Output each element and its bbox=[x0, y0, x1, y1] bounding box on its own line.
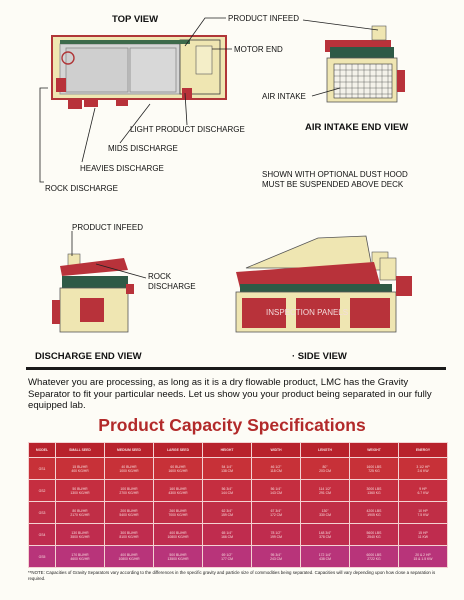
table-cell: 20 & 2 HP 15 & 1.5 KW bbox=[399, 546, 448, 568]
table-cell: 56 3/4" 144 CM bbox=[203, 480, 252, 502]
light-product-discharge-label: LIGHT PRODUCT DISCHARGE bbox=[130, 125, 245, 134]
table-cell: 5600 LBS 2540 KG bbox=[350, 524, 399, 546]
table-cell: GS3 bbox=[29, 502, 56, 524]
air-intake-end-view-title: AIR INTAKE END VIEW bbox=[305, 122, 409, 133]
col-energy: ENERGY bbox=[399, 443, 448, 458]
table-cell: GS4 bbox=[29, 524, 56, 546]
table-cell: 95 3/4" 243 CM bbox=[252, 546, 301, 568]
table-cell: GS2 bbox=[29, 480, 56, 502]
top-view-machine bbox=[52, 36, 226, 109]
table-cell: 54 1/4" 138 CM bbox=[203, 458, 252, 480]
table-cell: 9 HP 6.7 KW bbox=[399, 480, 448, 502]
table-cell: 114 1/2" 291 CM bbox=[301, 480, 350, 502]
table-cell: 50 BU/HR 1300 KG/HR bbox=[56, 480, 105, 502]
top-product-infeed-label: PRODUCT INFEED bbox=[228, 14, 299, 23]
table-cell: 10 HP 7.5 KW bbox=[399, 502, 448, 524]
table-cell: 15 BU/HR 400 KG/HR bbox=[56, 458, 105, 480]
table-cell: 4200 LBS 1905 KG bbox=[350, 502, 399, 524]
table-cell: 400 BU/HR 10800 KG/HR bbox=[154, 524, 203, 546]
discharge-rock-discharge-label: ROCK DISCHARGE bbox=[148, 272, 196, 291]
capacity-footnote: **NOTE: Capacities of Gravity Separators vary according to the differences in the specific gravity and particle size of commodities being separated. Capacities will vary depending upon how close a separation is required. bbox=[28, 570, 436, 581]
table-cell: 60 BU/HR 1600 KG/HR bbox=[154, 458, 203, 480]
table-cell: 172 1/4" 438 CM bbox=[301, 546, 350, 568]
top-view-title: TOP VIEW bbox=[112, 14, 159, 25]
table-cell: 46 1/2" 118 CM bbox=[252, 458, 301, 480]
section-divider bbox=[26, 367, 446, 370]
air-intake-label: AIR INTAKE bbox=[262, 92, 306, 101]
table-cell: 65 1/4" 166 CM bbox=[203, 524, 252, 546]
side-view-title: · SIDE VIEW bbox=[292, 351, 347, 362]
table-cell: GS5 bbox=[29, 546, 56, 568]
table-row bbox=[29, 480, 448, 502]
table-cell: 130 BU/HR 3500 KG/HR bbox=[56, 524, 105, 546]
table-cell: 100 BU/HR 2700 KG/HR bbox=[105, 480, 154, 502]
discharge-product-infeed-label: PRODUCT INFEED bbox=[72, 223, 143, 232]
table-cell: 300 BU/HR 8100 KG/HR bbox=[105, 524, 154, 546]
table-row bbox=[29, 502, 448, 524]
rock-discharge-label: ROCK DISCHARGE bbox=[45, 184, 118, 193]
table-cell: 130" 330 CM bbox=[301, 502, 350, 524]
table-cell: 400 BU/HR 10800 KG/HR bbox=[105, 546, 154, 568]
col-weight: WEIGHT bbox=[350, 443, 399, 458]
table-row bbox=[29, 524, 448, 546]
mids-discharge-label: MIDS DISCHARGE bbox=[108, 144, 178, 153]
table-cell: 3000 LBS 1360 KG bbox=[350, 480, 399, 502]
table-cell: 69 1/2" 177 CM bbox=[203, 546, 252, 568]
table-cell: 62 3/4" 159 CM bbox=[203, 502, 252, 524]
table-row bbox=[29, 458, 448, 480]
col-medium-seed: MEDIUM SEED bbox=[105, 443, 154, 458]
table-cell: 500 BU/HR 13500 KG/HR bbox=[154, 546, 203, 568]
col-model: MODEL bbox=[29, 443, 56, 458]
table-cell: 15 HP 11 KW bbox=[399, 524, 448, 546]
table-cell: 67 3/4" 172 CM bbox=[252, 502, 301, 524]
capacity-heading: Product Capacity Specifications bbox=[98, 415, 366, 435]
table-cell: 80 BU/HR 2170 KG/HR bbox=[56, 502, 105, 524]
col-small-seed: SMALL SEED bbox=[56, 443, 105, 458]
col-large-seed: LARGE SEED bbox=[154, 443, 203, 458]
inspection-panels-label: INSPECTION PANELS bbox=[266, 308, 349, 317]
dust-hood-note: SHOWN WITH OPTIONAL DUST HOOD MUST BE SUSPENDED ABOVE DECK bbox=[262, 170, 408, 189]
capacity-table bbox=[28, 442, 448, 568]
col-height: HEIGHT bbox=[203, 443, 252, 458]
table-cell: 78 1/2" 199 CM bbox=[252, 524, 301, 546]
side-view-machine bbox=[236, 236, 412, 332]
table-cell: 160 BU/HR 4300 KG/HR bbox=[154, 480, 203, 502]
col-length: LENGTH bbox=[301, 443, 350, 458]
table-cell: 1600 LBS 725 KG bbox=[350, 458, 399, 480]
table-cell: 170 BU/HR 4600 KG/HR bbox=[56, 546, 105, 568]
table-cell: 3 1/2 HP 2.6 KW bbox=[399, 458, 448, 480]
table-header-row bbox=[29, 443, 448, 458]
table-cell: 40 BU/HR 1000 KG/HR bbox=[105, 458, 154, 480]
discharge-end-view-title: DISCHARGE END VIEW bbox=[35, 351, 142, 362]
table-cell: 200 BU/HR 5400 KG/HR bbox=[105, 502, 154, 524]
table-cell: 148 3/4" 378 CM bbox=[301, 524, 350, 546]
motor-end-label: MOTOR END bbox=[234, 45, 283, 54]
table-row bbox=[29, 546, 448, 568]
table-cell: 260 BU/HR 7000 KG/HR bbox=[154, 502, 203, 524]
table-cell: 6000 LBS 2722 KG bbox=[350, 546, 399, 568]
table-cell: 56 1/4" 143 CM bbox=[252, 480, 301, 502]
table-cell: 80" 203 CM bbox=[301, 458, 350, 480]
col-width: WIDTH bbox=[252, 443, 301, 458]
intro-paragraph: Whatever you are processing, as long as it is a dry flowable product, LMC has the Gravity Separator to fit your particular needs. Let us show you your product being separated in our fully equipped lab. bbox=[28, 377, 432, 411]
heavies-discharge-label: HEAVIES DISCHARGE bbox=[80, 164, 164, 173]
table-cell: GS1 bbox=[29, 458, 56, 480]
discharge-end-view-machine bbox=[52, 254, 134, 332]
air-intake-end-view-machine bbox=[325, 26, 405, 102]
